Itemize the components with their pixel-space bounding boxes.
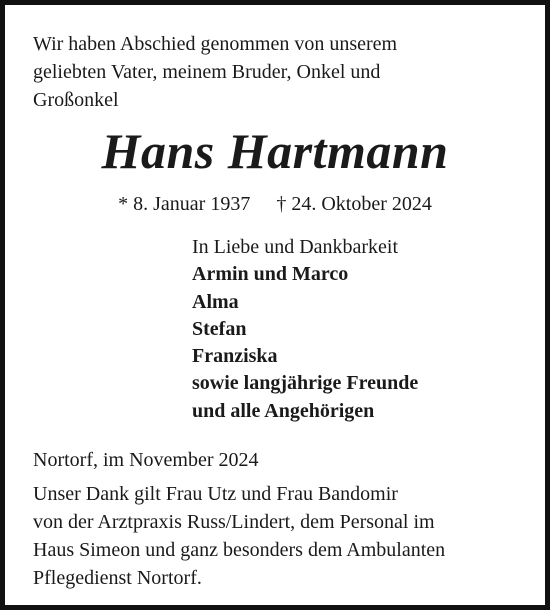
thanks-line: Haus Simeon und ganz besonders dem Ambulanten [33,539,446,561]
deceased-name: Hans Hartmann [101,123,449,179]
mourner-name: sowie langjährige Freunde [192,372,419,395]
intro-line: Großonkel [33,89,119,111]
intro-line: Wir haben Abschied genommen von unserem [33,33,398,55]
thanks-line: von der Arztpraxis Russ/Lindert, dem Personal im [33,511,435,533]
mourner-name: Stefan [192,317,247,340]
mourner-name: und alle Angehörigen [192,399,375,422]
birth-date: * 8. Januar 1937 [118,193,251,215]
mourners-block [192,234,418,425]
intro-text [33,30,523,114]
mourner-name: Franziska [192,345,278,368]
thanks-text [33,480,533,592]
life-dates [5,190,545,218]
mourner-name: Alma [192,290,239,313]
mourner-name: Armin und Marco [192,263,349,286]
mourners-heading: In Liebe und Dankbarkeit [192,236,399,258]
death-date: † 24. Oktober 2024 [276,193,432,215]
place-date: Nortorf, im November 2024 [33,449,259,471]
thanks-line: Unser Dank gilt Frau Utz und Frau Bandomir [33,483,398,505]
intro-line: geliebten Vater, meinem Bruder, Onkel und [33,61,381,83]
thanks-line: Pflegedienst Nortorf. [33,567,202,589]
